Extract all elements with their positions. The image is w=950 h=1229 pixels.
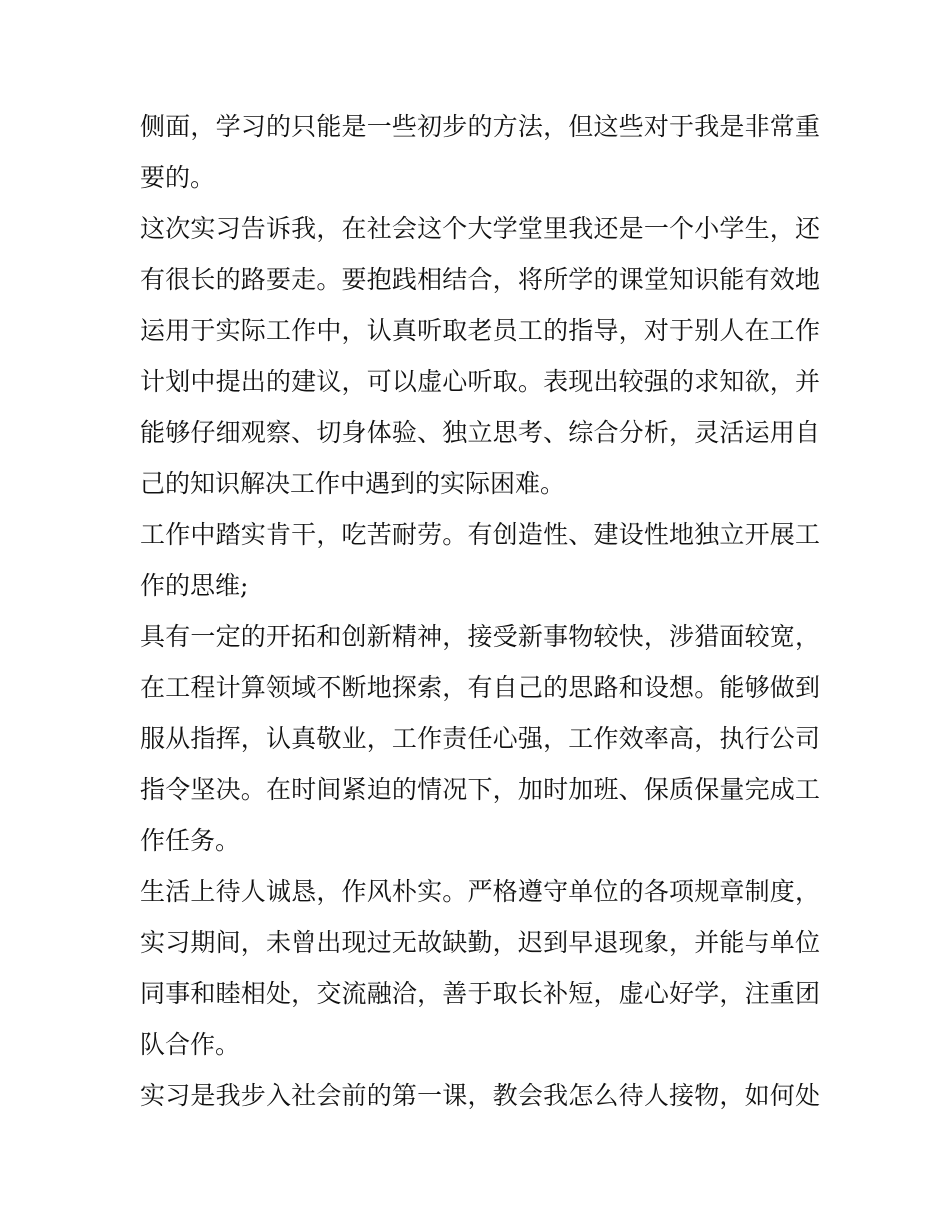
text-line: 作任务。 <box>140 826 241 855</box>
text-line: 运用于实际工作中，认真听取老员工的指导，对于别人在工作 <box>140 316 820 345</box>
text-line: 服从指挥，认真敬业，工作责任心强，工作效率高，执行公司 <box>140 724 820 753</box>
text-line: 这次实习告诉我，在社会这个大学堂里我还是一个小学生，还 <box>140 214 820 243</box>
text-line: 实习是我步入社会前的第一课，教会我怎么待人接物，如何处 <box>140 1081 820 1110</box>
text-line: 工作中踏实肯干，吃苦耐劳。有创造性、建设性地独立开展工 <box>140 520 820 549</box>
text-line: 生活上待人诚恳，作风朴实。严格遵守单位的各项规章制度， <box>140 877 820 906</box>
text-line: 实习期间，未曾出现过无故缺勤，迟到早退现象，并能与单位 <box>140 928 820 957</box>
text-line: 计划中提出的建议，可以虚心听取。表现出较强的求知欲，并 <box>140 367 820 396</box>
text-line: 指令坚决。在时间紧迫的情况下，加时加班、保质保量完成工 <box>140 775 820 804</box>
text-line: 具有一定的开拓和创新精神，接受新事物较快，涉猎面较宽， <box>140 622 820 651</box>
text-line: 要的。 <box>140 163 216 192</box>
text-line: 同事和睦相处，交流融洽，善于取长补短，虚心好学，注重团 <box>140 979 820 1008</box>
text-line: 能够仔细观察、切身体验、独立思考、综合分析，灵活运用自 <box>140 418 820 447</box>
text-line: 有很长的路要走。要抱践相结合，将所学的课堂知识能有效地 <box>140 265 820 294</box>
text-line: 在工程计算领域不断地探索，有自己的思路和设想。能够做到 <box>140 673 820 702</box>
text-line: 作的思维; <box>140 571 249 600</box>
text-line: 侧面，学习的只能是一些初步的方法，但这些对于我是非常重 <box>140 112 820 141</box>
text-line: 己的知识解决工作中遇到的实际困难。 <box>140 469 566 498</box>
text-line: 队合作。 <box>140 1030 241 1059</box>
